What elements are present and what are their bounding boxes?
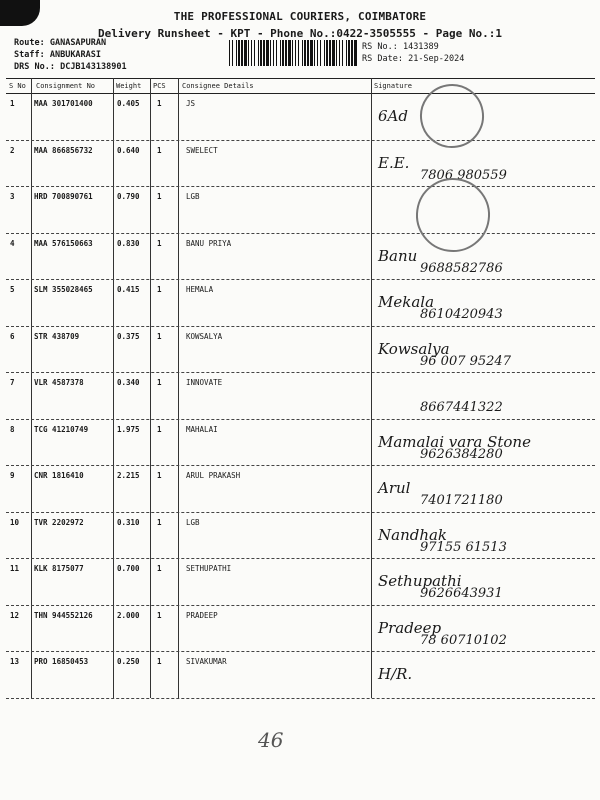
row-separator <box>6 372 595 373</box>
row-weight: 0.640 <box>117 145 140 155</box>
barcode-bar <box>273 40 274 66</box>
barcode-bar <box>232 40 233 66</box>
col-header-consignee: Consignee Details <box>182 82 254 90</box>
row-pcs: 1 <box>157 331 162 341</box>
rs-date-value: 21-Sep-2024 <box>408 54 465 64</box>
row-signature: Pradeep <box>378 618 442 637</box>
route-value: GANASAPURAN <box>49 38 107 48</box>
barcode-bar <box>295 40 296 66</box>
row-weight: 0.250 <box>117 657 140 666</box>
row-signature: Sethupathi <box>378 572 462 590</box>
courier-stamp <box>415 79 489 153</box>
row-signature: E.E. <box>378 153 410 172</box>
row-pcs: 1 <box>157 378 162 387</box>
barcode-bar <box>241 40 243 66</box>
row-signature: 6Ad <box>378 107 408 125</box>
row-sno: 13 <box>10 657 20 666</box>
row-consignment-no: STR 438709 <box>34 331 80 341</box>
row-weight: 1.975 <box>117 424 140 434</box>
barcode-bar <box>339 40 340 66</box>
barcode-bar <box>346 40 347 66</box>
row-signature: Mamalai vara Stone <box>378 432 531 451</box>
row-pcs: 1 <box>157 285 162 294</box>
row-phone: 8610420943 <box>420 307 503 322</box>
barcode-bar <box>236 40 237 66</box>
row-sno: 1 <box>10 99 15 108</box>
barcode-bar <box>285 40 287 66</box>
row-phone: 7806 980559 <box>420 167 507 183</box>
row-pcs: 1 <box>157 471 162 480</box>
barcode-bar <box>354 40 357 66</box>
staff-value: ANBUKARASI <box>49 50 102 60</box>
rs-date-label: RS Date: <box>362 54 403 64</box>
row-signature: Banu <box>378 246 418 265</box>
barcode-bar <box>324 40 325 66</box>
row-consignment-no: TCG 41210749 <box>34 424 89 434</box>
row-consignment-no: MAA 866856732 <box>34 145 93 155</box>
barcode-bar <box>342 40 343 66</box>
row-sno: 11 <box>10 564 20 573</box>
route-line <box>14 38 106 48</box>
barcode-bar <box>276 40 277 66</box>
row-weight: 2.215 <box>117 471 140 480</box>
staff-line <box>14 50 101 60</box>
row-separator <box>6 326 595 327</box>
row-signature: Nandhak <box>378 525 448 544</box>
row-weight: 0.415 <box>117 285 140 294</box>
row-weight: 0.310 <box>117 517 140 527</box>
barcode-bar <box>251 40 252 66</box>
row-consignment-no: SLM 355028465 <box>34 285 93 294</box>
barcode-bar <box>314 40 315 66</box>
row-weight: 0.700 <box>117 564 140 573</box>
route-label: Route: <box>14 38 45 48</box>
row-phone: 9688582786 <box>420 260 503 276</box>
row-pcs: 1 <box>157 564 162 573</box>
barcode-bar <box>302 40 303 66</box>
row-signature: Arul <box>378 479 411 497</box>
barcode-bar <box>298 40 299 66</box>
header-rule-top <box>6 78 595 79</box>
row-consignee: SIVAKUMAR <box>186 657 227 666</box>
row-separator <box>6 512 595 513</box>
barcode-bar <box>288 40 291 66</box>
row-consignment-no: MAA 576150663 <box>34 238 93 248</box>
page-number: 46 <box>258 728 284 752</box>
barcode-bar <box>351 40 353 66</box>
row-phone: 97155 61513 <box>420 539 507 555</box>
drs-label: DRS No.: <box>14 62 55 72</box>
row-separator <box>6 651 595 652</box>
col-header-pcs: PCS <box>153 82 166 90</box>
row-sno: 4 <box>10 238 15 248</box>
barcode-bar <box>336 40 337 66</box>
row-consignment-no: VLR 4587378 <box>34 378 84 387</box>
row-consignee: HEMALA <box>186 285 214 294</box>
row-pcs: 1 <box>157 99 162 108</box>
row-pcs: 1 <box>157 145 162 155</box>
header-rule-bottom <box>6 93 595 94</box>
barcode-bar <box>332 40 335 66</box>
barcode-bar <box>292 40 293 66</box>
col-header-weight: Weight <box>116 82 142 90</box>
row-pcs: 1 <box>157 517 162 527</box>
row-consignee: SWELECT <box>186 145 218 155</box>
barcode-bar <box>282 40 284 66</box>
row-consignment-no: CNR 1816410 <box>34 471 84 480</box>
row-pcs: 1 <box>157 192 162 201</box>
drs-line <box>14 62 127 72</box>
rs-no-label: RS No.: <box>362 42 398 52</box>
row-phone: 7401721180 <box>420 493 503 508</box>
row-phone: 96 007 95247 <box>420 353 511 369</box>
row-sno: 8 <box>10 424 15 434</box>
row-consignee: ARUL PRAKASH <box>186 471 241 480</box>
row-weight: 0.405 <box>117 99 140 108</box>
barcode-bar <box>260 40 262 66</box>
row-consignee: LGB <box>186 192 200 201</box>
page-subtitle: Delivery Runsheet - KPT - Phone No.:0422-3505555 - Page No.:1 <box>98 27 502 40</box>
row-consignee: LGB <box>186 517 200 527</box>
row-consignee: PRADEEP <box>186 610 218 620</box>
barcode-bar <box>317 40 318 66</box>
rs-no-line <box>362 42 439 52</box>
row-separator <box>6 140 595 141</box>
barcode-bar <box>329 40 331 66</box>
row-separator <box>6 233 595 234</box>
col-header-sno: S No <box>9 82 26 90</box>
row-phone: 8667441322 <box>420 400 503 415</box>
barcode-bar <box>263 40 265 66</box>
row-consignee: SETHUPATHI <box>186 564 232 573</box>
row-phone: 78 60710102 <box>420 632 507 648</box>
row-separator <box>6 419 595 420</box>
rs-date-line <box>362 54 464 64</box>
row-consignment-no: MAA 301701400 <box>34 99 93 108</box>
barcode-bar <box>244 40 247 66</box>
barcode <box>229 40 357 66</box>
row-consignment-no: THN 944552126 <box>34 610 93 620</box>
row-sno: 7 <box>10 378 15 387</box>
barcode-bar <box>238 40 240 66</box>
barcode-bar <box>307 40 309 66</box>
barcode-bar <box>270 40 271 66</box>
row-sno: 5 <box>10 285 15 294</box>
row-consignee: JS <box>186 99 196 108</box>
row-signature: Kowsalya <box>378 339 450 358</box>
barcode-bar <box>320 40 321 66</box>
row-weight: 0.830 <box>117 238 140 248</box>
row-separator <box>6 698 595 699</box>
row-consignment-no: KLK 8175077 <box>34 564 84 573</box>
row-sno: 6 <box>10 331 15 341</box>
row-consignment-no: HRD 700890761 <box>34 192 93 201</box>
row-weight: 0.375 <box>117 331 140 341</box>
row-separator <box>6 558 595 559</box>
row-consignee: BANU PRIYA <box>186 238 232 248</box>
row-phone: 9626643931 <box>420 586 503 601</box>
row-separator <box>6 605 595 606</box>
col-header-consignment: Consignment No <box>36 82 96 90</box>
row-weight: 2.000 <box>117 610 140 620</box>
barcode-bar <box>266 40 269 66</box>
row-separator <box>6 186 595 187</box>
row-weight: 0.340 <box>117 378 140 387</box>
row-sno: 12 <box>10 610 20 620</box>
row-pcs: 1 <box>157 657 162 666</box>
row-sno: 2 <box>10 145 15 155</box>
row-pcs: 1 <box>157 238 162 248</box>
row-separator <box>6 279 595 280</box>
row-signature: H/R. <box>378 665 413 683</box>
row-signature: Mekala <box>378 293 435 311</box>
barcode-bar <box>248 40 249 66</box>
barcode-bar <box>348 40 350 66</box>
row-sno: 3 <box>10 192 15 201</box>
barcode-bar <box>304 40 306 66</box>
row-sno: 9 <box>10 471 15 480</box>
row-consignment-no: TVR 2202972 <box>34 517 84 527</box>
row-consignee: MAHALAI <box>186 424 218 434</box>
row-consignee: INNOVATE <box>186 378 223 387</box>
row-consignee: KOWSALYA <box>186 331 223 341</box>
staff-label: Staff: <box>14 50 45 60</box>
row-pcs: 1 <box>157 424 162 434</box>
barcode-bar <box>326 40 328 66</box>
row-weight: 0.790 <box>117 192 140 201</box>
barcode-bar <box>254 40 255 66</box>
barcode-bar <box>229 40 230 66</box>
barcode-bar <box>258 40 259 66</box>
page-title: THE PROFESSIONAL COURIERS, COIMBATORE <box>173 10 427 23</box>
drs-value: DCJB143138901 <box>60 62 127 72</box>
rs-no-value: 1431389 <box>402 42 439 52</box>
barcode-bar <box>280 40 281 66</box>
barcode-bar <box>310 40 313 66</box>
col-header-signature: Signature <box>374 82 412 90</box>
row-sno: 10 <box>10 517 20 527</box>
row-consignment-no: PRO 16850453 <box>34 657 89 666</box>
row-phone: 9626384280 <box>420 446 503 462</box>
row-separator <box>6 465 595 466</box>
row-pcs: 1 <box>157 610 162 620</box>
